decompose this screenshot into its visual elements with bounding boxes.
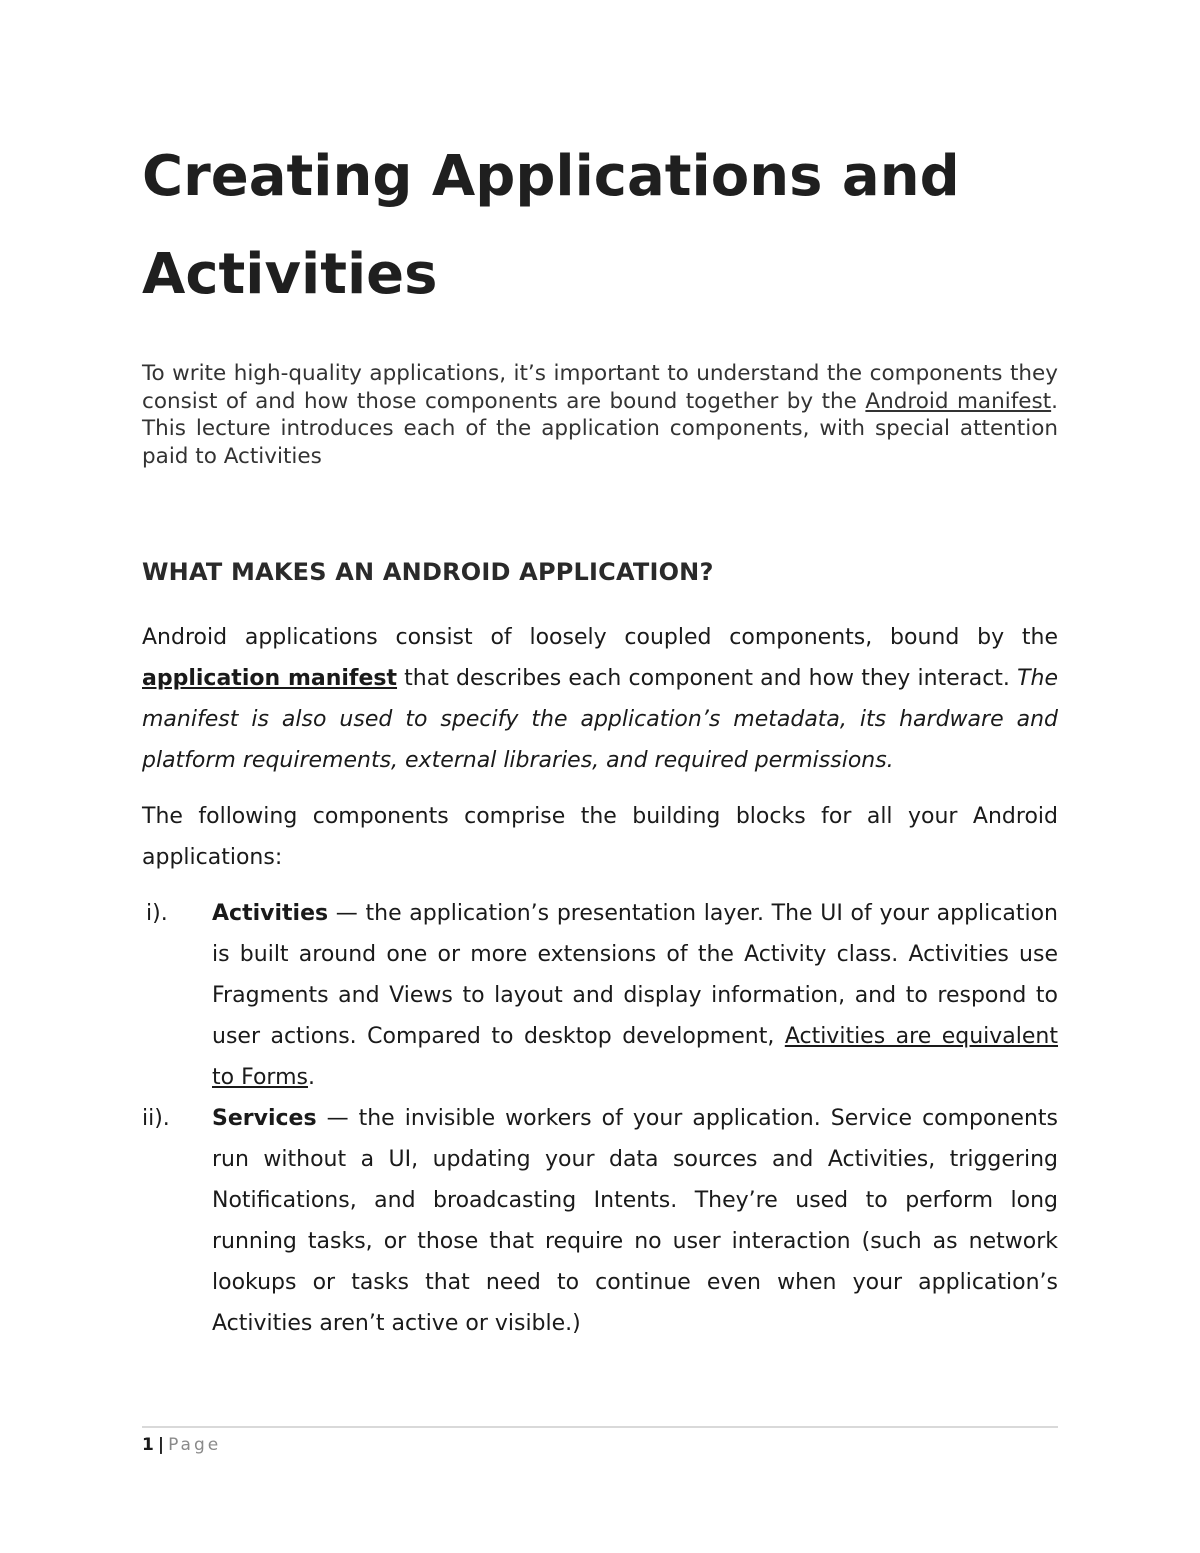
android-manifest-link[interactable]: Android manifest <box>865 388 1052 414</box>
footer-divider <box>142 1426 1058 1428</box>
title-line-2: Activities <box>142 242 438 307</box>
list-marker: i). <box>146 901 168 926</box>
activities-forms-link[interactable]: Activities are equivalent to Forms <box>212 1024 1059 1090</box>
activities-description-end: . <box>307 1065 315 1090</box>
page-footer <box>142 1433 221 1457</box>
intro-text-end: . This lecture introduces each of the application components, with special attention paid to Activities <box>142 388 1058 469</box>
document-title <box>142 128 1058 324</box>
manifest-paragraph-start: Android applications consist of loosely coupled components, bound by the <box>142 625 1058 650</box>
application-manifest-link[interactable]: application manifest <box>142 666 398 691</box>
term-activities: Activities <box>212 901 329 926</box>
manifest-paragraph-mid: that describes each component and how they interact. <box>397 666 1018 691</box>
list-item-services <box>142 1098 1058 1344</box>
components-intro-paragraph: The following components comprise the building blocks for all your Android applications: <box>142 804 1058 870</box>
activities-description: — the application’s presentation layer. The UI of your application is built around one or more extensions of the Activity class. Activities use Fragments and Views to layout and display information, and to respond to user actions. Compared to desktop development, <box>212 901 1058 1049</box>
intro-paragraph <box>142 360 1058 470</box>
page-number: 1 <box>142 1435 154 1455</box>
footer-separator: | <box>157 1435 165 1455</box>
section-body <box>142 617 1058 1344</box>
intro-text-start: To write high-quality applications, it’s important to understand the components they consist of and how those components are bound together by the <box>142 361 1058 414</box>
list-marker: ii). <box>142 1106 170 1131</box>
page-label: Page <box>168 1435 222 1455</box>
manifest-paragraph-italic: The manifest is also used to specify the application’s metadata, its hardware and platform requirements, external libraries, and required permissions. <box>142 666 1058 773</box>
section-heading: WHAT MAKES AN ANDROID APPLICATION? <box>142 558 714 586</box>
list-item-activities <box>142 893 1058 1098</box>
components-list <box>142 893 1058 1344</box>
title-line-1: Creating Applications and <box>142 144 960 209</box>
term-services: Services <box>212 1106 317 1131</box>
manifest-paragraph <box>142 617 1058 781</box>
services-description: — the invisible workers of your application. Service components run without a UI, updating your data sources and Activities, triggering Notifications, and broadcasting Intents. They’re used to perform long running tasks, or those that require no user interaction (such as network lookups or tasks that need to continue even when your application’s Activities aren’t active or visible.) <box>212 1106 1058 1336</box>
